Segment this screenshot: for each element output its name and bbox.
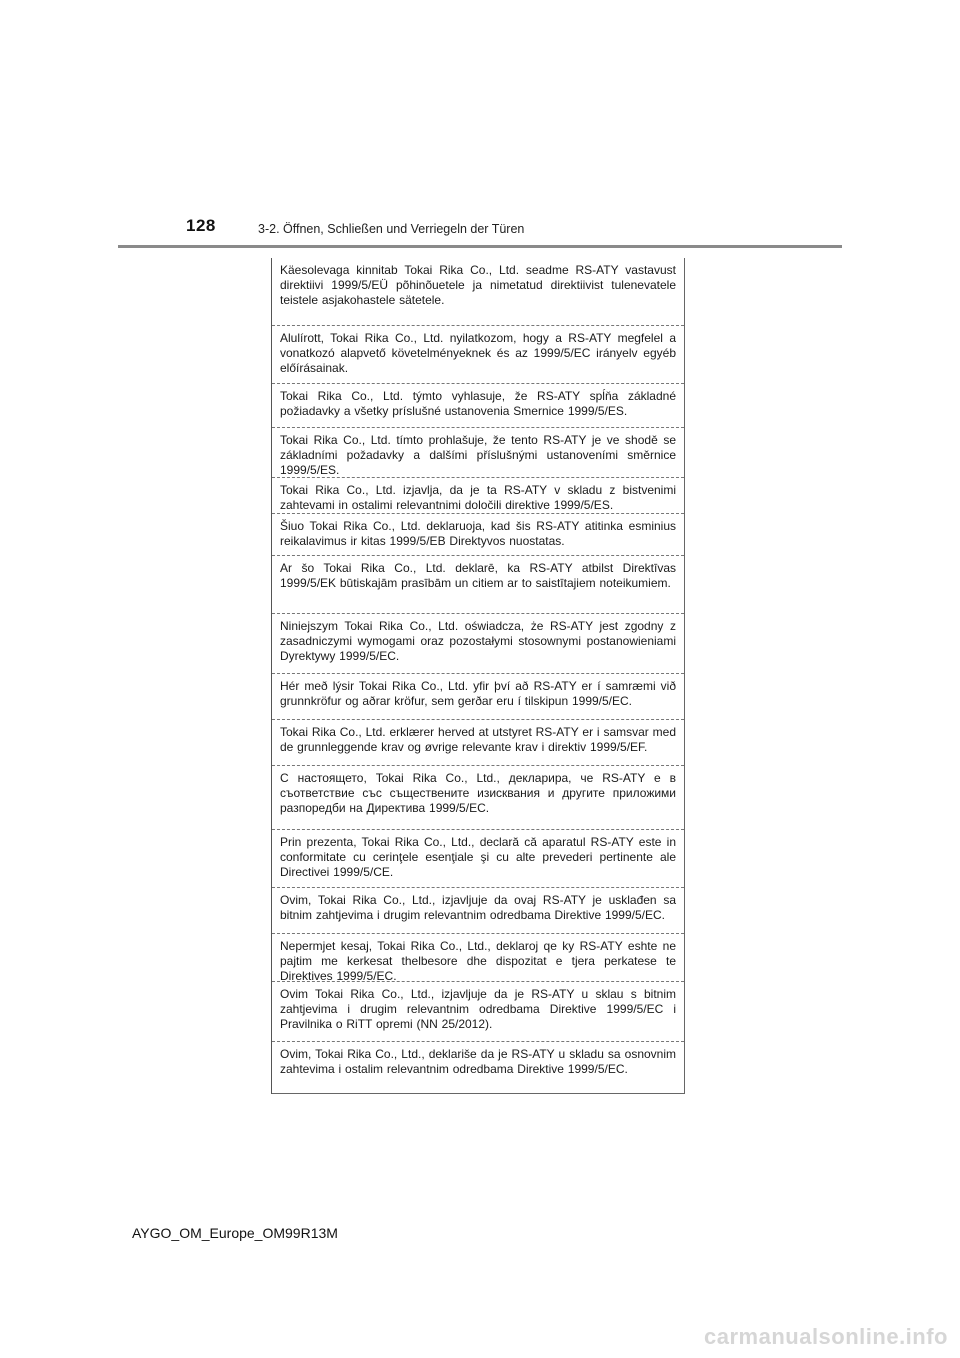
declaration-polish bbox=[272, 614, 684, 674]
declaration-text: Nepermjet kesaj, Tokai Rika Co., Ltd., deklaroj qe ky RS-ATY eshte ne pajtim me kerkesat thelbesore dhe dispozitat e tjera perkatese te Direktives 1999/5/EC. bbox=[280, 939, 676, 984]
page-number: 128 bbox=[186, 216, 216, 235]
declaration-text: Prin prezenta, Tokai Rika Co., Ltd., declară că aparatul RS-ATY este in conformitate cu cerinţele esenţiale şi cu alte prevederi pertinente ale Directivei 1999/5/CE. bbox=[280, 835, 676, 880]
declaration-text: Tokai Rika Co., Ltd. tímto prohlašuje, že tento RS-ATY je ve shodě se základními požadavky a dalšími příslušnými ustanoveními směrnice 1999/5/ES. bbox=[280, 433, 676, 478]
declaration-estonian bbox=[272, 258, 684, 326]
declaration-text: Ovim, Tokai Rika Co., Ltd., deklariše da je RS-ATY u skladu sa osnovnim zahtevima i ostalim relevantnim odredbama Direktive 1999/5/EC. bbox=[280, 1047, 676, 1077]
declaration-text: Tokai Rika Co., Ltd. erklærer herved at utstyret RS-ATY er i samsvar med de grunnleggende krav og øvrige relevante krav i direktiv 1999/5/EF. bbox=[280, 725, 676, 755]
declaration-text: Ovim Tokai Rika Co., Ltd., izjavljuje da je RS-ATY u sklau s bitnim zahtjevima i drugim relevantnim odredbama Direktive 1999/5/EC i Pravilnika o RiTT opremi (NN 25/2012). bbox=[280, 987, 676, 1032]
declaration-text: Alulírott, Tokai Rika Co., Ltd. nyilatkozom, hogy a RS-ATY megfelel a vonatkozó alapvető követelményeknek és az 1999/5/EC irányelv egyéb előírásainak. bbox=[280, 331, 676, 376]
declaration-text: Šiuo Tokai Rika Co., Ltd. deklaruoja, kad šis RS-ATY atitinka esminius reikalavimus ir kitas 1999/5/EB Direktyvos nuostatas. bbox=[280, 519, 676, 549]
declaration-lithuanian bbox=[272, 514, 684, 556]
declaration-norwegian bbox=[272, 720, 684, 766]
declaration-text: Niniejszym Tokai Rika Co., Ltd. oświadcza, że RS-ATY jest zgodny z zasadniczymi wymogami oraz pozostałymi stosownymi postanowieniami Dyrektywy 1999/5/EC. bbox=[280, 619, 676, 664]
declaration-serbian bbox=[272, 982, 684, 1042]
declaration-text: Tokai Rika Co., Ltd. izjavlja, da je ta RS-ATY v skladu z bistvenimi zahtevami in ostalimi relevantnimi določili direktive 1999/5/ES. bbox=[280, 483, 676, 513]
watermark: carmanualsonline.info bbox=[704, 1324, 948, 1349]
declaration-slovenian bbox=[272, 478, 684, 514]
declaration-icelandic bbox=[272, 674, 684, 720]
declaration-bosnian bbox=[272, 1042, 684, 1094]
declaration-hungarian bbox=[272, 326, 684, 384]
declaration-text: Ar šo Tokai Rika Co., Ltd. deklarē, ka RS-ATY atbilst Direktīvas 1999/5/EK būtiskajām prasībām un citiem ar to saistītajiem noteikumiem. bbox=[280, 561, 676, 591]
declaration-slovak bbox=[272, 384, 684, 428]
declaration-text: Ovim, Tokai Rika Co., Ltd., izjavljuje da ovaj RS-ATY je usklađen sa bitnim zahtjevima i drugim relevantnim odredbama Direktive 1999/5/EC. bbox=[280, 893, 676, 923]
declaration-bulgarian bbox=[272, 766, 684, 830]
declaration-text: Käesolevaga kinnitab Tokai Rika Co., Ltd. seadme RS-ATY vastavust direktiivi 1999/5/EÜ põhinõuetele ja nimetatud direktiivist tulenevatele teistele asjakohastele sätetele. bbox=[280, 263, 676, 308]
section-title: 3-2. Öffnen, Schließen und Verriegeln der Türen bbox=[258, 222, 525, 236]
declaration-romanian bbox=[272, 830, 684, 888]
declaration-czech bbox=[272, 428, 684, 478]
document-code: AYGO_OM_Europe_OM99R13M bbox=[132, 1225, 338, 1241]
declaration-text: Tokai Rika Co., Ltd. týmto vyhlasuje, že RS-ATY spĺňa základné požiadavky a všetky príslušné ustanovenia Smernice 1999/5/ES. bbox=[280, 389, 676, 419]
header-rule bbox=[118, 245, 842, 248]
declaration-text: Hér með lýsir Tokai Rika Co., Ltd. yfir því að RS-ATY er í samræmi við grunnkröfur og aðrar kröfur, sem gerðar eru í tilskipun 1999/5/EC. bbox=[280, 679, 676, 709]
declaration-latvian bbox=[272, 556, 684, 614]
declaration-box bbox=[271, 258, 685, 1094]
declaration-text: С настоящето, Tokai Rika Co., Ltd., декларира, че RS-ATY е в съответствие със съществените изисквания и другите приложими разпоредби на Директива 1999/5/EC. bbox=[280, 771, 676, 816]
declaration-albanian bbox=[272, 934, 684, 982]
declaration-croatian bbox=[272, 888, 684, 934]
